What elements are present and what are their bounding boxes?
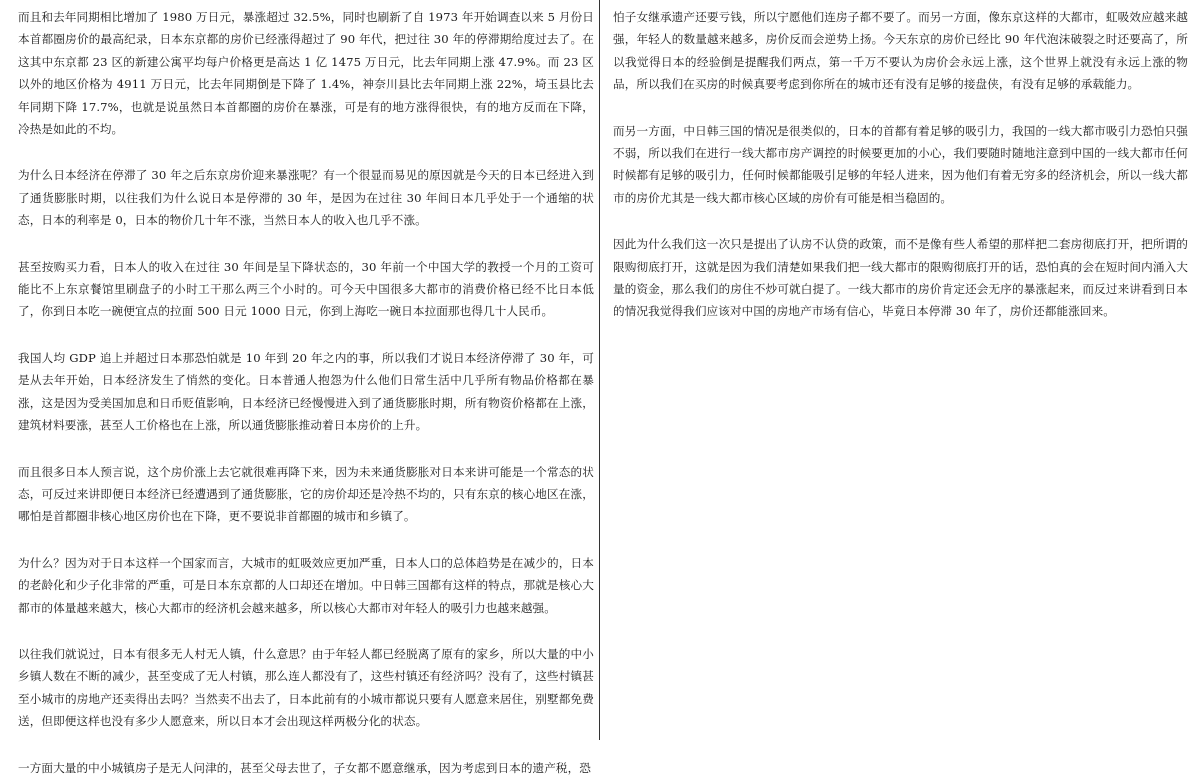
left-page xyxy=(0,0,600,775)
paragraph: 一方面大量的中小城镇房子是无人问津的，甚至父母去世了，子女都不愿意继承，因为考虑到日本的遗产税，恐 xyxy=(18,760,591,775)
paragraph: 以往我们就说过，日本有很多无人村无人镇，什么意思？由于年轻人都已经脱离了原有的家乡，所以大量的中小乡镇人数在不断的减少，甚至变成了无人村镇，那么连人都没有了，这些村镇还有经济吗？没有了，这些村镇甚至小城市的房地产还卖得出去吗？当然卖不出去了，日本此前有的小城市都说只要有人愿意来居住，别墅都免费送，但即便这样也没有多少人愿意来，所以日本才会出现这样两极分化的状态。 xyxy=(18,646,594,729)
paragraph: 怕子女继承遗产还要亏钱，所以宁愿他们连房子都不要了。而另一方面，像东京这样的大都市，虹吸效应越来越强，年轻人的数量越来越多，房价反而会逆势上扬。今天东京的房价已经比 90 年代泡沫破裂之时还要高了，所以我觉得日本的经验倒是提醒我们两点，第一千万不要认为房价会永远上涨，这个世界上就没有永远上涨的物品，所以我们在买房的时候真要考虑到你所在的城市还有没有足够的接盘侠，有没有足够的承载能力。 xyxy=(613,10,1188,92)
paragraph: 因此为什么我们这一次只是提出了认房不认贷的政策，而不是像有些人希望的那样把二套房彻底打开，把所谓的限购彻底打开，这就是因为我们清楚如果我们把一线大都市的限购彻底打开的话，恐怕真的会在短时间内涌入大量的资金，那么我们的房住不炒可就白提了。一线大都市的房价肯定还会无序的暴涨起来，而反过来讲看到日本的情况我觉得我们应该对中国的房地产市场有信心，毕竟日本停滞 30 年了，房价还都能涨回来。 xyxy=(613,237,1188,319)
paragraph: 为什么日本经济在停滞了 30 年之后东京房价迎来暴涨呢？有一个很显而易见的原因就是今天的日本已经进入到了通货膨胀时期，以往我们为什么说日本是停滞的 30 年，是因为在过往 30 年间日本几乎处于一个通缩的状态，日本的利率是 0，日本的物价几十年不涨，当然日本人的收入也几乎不涨。 xyxy=(18,168,594,228)
page-divider xyxy=(599,0,600,740)
right-page xyxy=(601,0,1200,750)
paragraph: 而且和去年同期相比增加了 1980 万日元，暴涨超过 32.5%，同时也刷新了自 1973 年开始调查以来 5 月份日本首都圈房价的最高纪录，日本东京都的房价已经涨得超过了 90 年代，把过往 30 年的停滞期给度过去了。在这其中东京都 23 区的新建公寓平均每户价格更是高达 1 亿 1475 万日元，比去年同期上涨 47.9%。而 23 区以外的地区价格为 4911 万日元，比去年同期倒是下降了 1.4%，神奈川县比去年同期上涨 22%，埼玉县比去年同期下降 17.7%，也就是说虽然日本首都圈的房价在暴涨，可是有的地方涨得很快，有的地方反而在下降，冷热是如此的不均。 xyxy=(18,10,594,137)
paragraph: 而另一方面，中日韩三国的情况是很类似的，日本的首都有着足够的吸引力，我国的一线大都市吸引力恐怕只强不弱，所以我们在进行一线大都市房产调控的时候要更加的小心，我们要随时随地注意到中国的一线大都市任何时候都有足够的吸引力，任何时候都能吸引足够的年轻人进来，因为他们有着无穷多的经济机会，所以一线大都市的房价尤其是一线大都市核心区域的房价有可能是相当稳固的。 xyxy=(613,123,1188,205)
paragraph: 而且很多日本人预言说，这个房价涨上去它就很难再降下来，因为未来通货膨胀对日本来讲可能是一个常态的状态，可反过来讲即便日本经济已经遭遇到了通货膨胀，它的房价却还是冷热不均的，只有东京的核心地区在涨，哪怕是首都圈非核心地区房价也在下降，更不要说非首都圈的城市和乡镇了。 xyxy=(18,464,594,524)
paragraph: 甚至按购买力看，日本人的收入在过往 30 年间是呈下降状态的，30 年前一个中国大学的教授一个月的工资可能比不上东京餐馆里刷盘子的小时工干那么两三个小时的。可今天中国很多大都市的消费价格已经不比日本低了，你到日本吃一碗便宜点的拉面 500 日元 1000 日元，你到上海吃一碗日本拉面那也得几十人民币。 xyxy=(18,259,594,319)
paragraph: 为什么？因为对于日本这样一个国家而言，大城市的虹吸效应更加严重，日本人口的总体趋势是在减少的，日本的老龄化和少子化非常的严重，可是日本东京都的人口却还在增加。中日韩三国都有这样的特点，那就是核心大都市的体量越来越大，核心大都市的经济机会越来越多，所以核心大都市对年轻人的吸引力也越来越强。 xyxy=(18,555,594,615)
paragraph: 我国人均 GDP 追上并超过日本那恐怕就是 10 年到 20 年之内的事，所以我们才说日本经济停滞了 30 年，可是从去年开始，日本经济发生了悄然的变化。日本普通人抱怨为什么他们日常生活中几乎所有物品价格都在暴涨，这是因为受美国加息和日币贬值影响，日本经济已经慢慢进入到了通货膨胀时期，所有物资价格都在上涨，建筑材料要涨，甚至人工价格也在上涨，所以通货膨胀推动着日本房价的上升。 xyxy=(18,350,594,433)
